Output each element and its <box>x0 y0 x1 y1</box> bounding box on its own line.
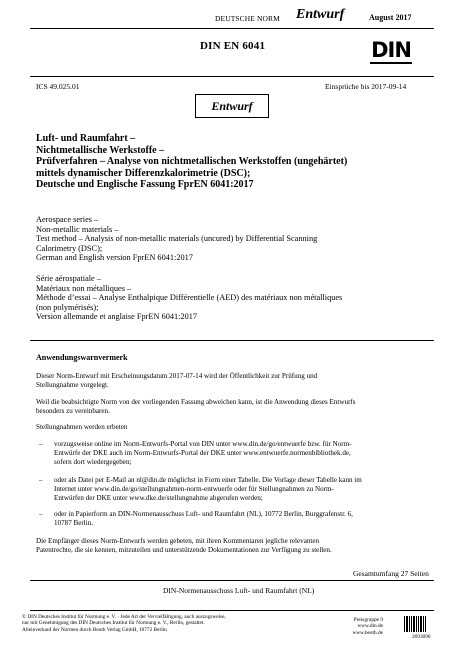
title-de-line: Nichtmetallische Werkstoffe – <box>36 144 165 156</box>
copyright-notice <box>22 614 226 633</box>
norm-label: DEUTSCHE NORM <box>215 14 280 23</box>
title-german <box>36 133 436 191</box>
title-fr-line: Matériaux non métalliques – <box>36 283 132 293</box>
issue-date: August 2017 <box>369 13 412 22</box>
title-de-line: mittels dynamischer Differenzkalorimetrie (DSC); <box>36 167 251 179</box>
order-number: 2693096 <box>412 634 431 640</box>
warning-paragraph-1 <box>36 372 431 390</box>
title-en-line: Aerospace series – <box>36 215 99 224</box>
list-item-line: Internet unter www.din.de/go/stellungnahmen-norm-entwuerfe oder für Stellungnahmen zu Norm- <box>54 485 334 493</box>
dash-marker: – <box>39 510 43 518</box>
number-divider <box>30 76 434 77</box>
title-en-line: Non-metallic materials – <box>36 224 119 234</box>
title-en-line: Calorimetry (DSC); <box>36 243 103 253</box>
title-en-line: Test method – Analysis of non-metallic materials (uncured) by Differential Scanning <box>36 234 318 244</box>
copyright-line: Alleinverkauf der Normen durch Beuth Verlag GmbH, 10772 Berlin <box>22 626 167 633</box>
price-group <box>347 617 383 636</box>
paragraph-line: Weil die beabsichtigte Norm von der vorliegenden Fassung abweichen kann, ist die Anwendung dieses Entwurfs <box>36 398 356 406</box>
din-logo <box>370 36 412 70</box>
status-label: Entwurf <box>296 7 345 22</box>
title-de-line: Deutsche und Englische Fassung FprEN 6041:2017 <box>36 179 254 191</box>
committee-divider <box>30 580 434 581</box>
list-item-line: Entwürfen der DKE unter www.dke.de/stellungnahme abgerufen werden; <box>54 494 263 502</box>
warning-paragraph-4 <box>36 537 431 555</box>
din-logo-text: DIN <box>371 38 411 62</box>
price-line: Preisgruppe 9 <box>353 617 383 623</box>
footer-divider <box>30 610 434 611</box>
list-item-line: Entwürfe der DKE auch im Norm-Entwurfs-Portal der DKE unter www.entwuerfe.normenbibliothek.de, <box>54 449 351 457</box>
committee-name: DIN-Normenausschuss Luft- und Raumfahrt (NL) <box>163 586 315 595</box>
price-line: www.beuth.de <box>352 629 383 636</box>
paragraph-line: Stellungnahmen werden erbeten <box>36 423 128 431</box>
objection-deadline: Einsprüche bis 2017-09-14 <box>325 82 407 91</box>
title-divider <box>30 340 434 341</box>
paragraph-line: Dieser Norm-Entwurf mit Erscheinungsdatum 2017-07-14 wird der Öffentlichkeit zur Prüfung und <box>36 372 318 380</box>
list-item-line: 10787 Berlin. <box>54 519 94 527</box>
header-divider <box>30 28 434 29</box>
standard-number: DIN EN 6041 <box>200 40 266 52</box>
price-line: www.din.de <box>357 623 383 630</box>
warning-paragraph-3 <box>36 423 431 432</box>
list-item-line: vorzugsweise online im Norm-Entwurfs-Portal von DIN unter www.din.de/go/entwuerfe bzw. für Norm- <box>54 440 352 448</box>
total-pages: Gesamtumfang 27 Seiten <box>353 569 429 578</box>
dash-marker: – <box>39 476 43 484</box>
title-fr-line: Version allemande et anglaise FprEN 6041:2017 <box>36 312 198 322</box>
title-fr-line: Méthode d’essai – Analyse Enthalpique Différentielle (AED) des matériaux non métalliques <box>36 293 343 303</box>
paragraph-line: Die Empfänger dieses Norm-Entwurfs werden gebeten, mit ihren Kommentaren jegliche relevanten <box>36 537 320 545</box>
list-item-line: oder in Papierform an DIN-Normenausschuss Luft- und Raumfahrt (NL), 10772 Berlin, Burggrafenstr. 6, <box>54 510 353 518</box>
copyright-line: nur mit Genehmigung des DIN Deutsches Institut für Normung e. V., Berlin, gestattet. <box>22 620 205 627</box>
dash-marker: – <box>39 440 43 448</box>
ics-code: ICS 49.025.01 <box>36 82 80 91</box>
list-item-line: oder als Datei per E-Mail an nl@din.de möglichst in Form einer Tabelle. Die Vorlage dieser Tabelle kann im <box>54 476 362 484</box>
paragraph-line: Stellungnahme vorgelegt. <box>36 381 109 389</box>
paragraph-line: besonders zu vereinbaren. <box>36 407 110 415</box>
title-de-line: Luft- und Raumfahrt – <box>36 133 136 144</box>
title-fr-line: (non polymérisés); <box>36 302 99 312</box>
barcode-icon <box>404 616 434 632</box>
title-english <box>36 215 436 263</box>
copyright-line: © DIN Deutsches Institut für Normung e. V. · Jede Art der Vervielfältigung, auch auszugsweise, <box>22 614 226 620</box>
warning-paragraph-2 <box>36 398 431 416</box>
warning-heading: Anwendungswarnvermerk <box>36 353 128 362</box>
draft-box: Entwurf <box>195 94 269 118</box>
title-en-line: German and English version FprEN 6041:2017 <box>36 253 193 263</box>
din-logo-bar <box>370 62 412 64</box>
paragraph-line: Patentrechte, die sie kennen, mitzuteilen und unterstützende Dokumentationen zur Verfügung zu stellen. <box>36 546 332 554</box>
title-fr-line: Série aérospatiale – <box>36 274 101 283</box>
title-de-line: Prüfverfahren – Analyse von nichtmetallischen Werkstoffen (ungehärtet) <box>36 156 348 168</box>
list-item-line: sofern dort wiedergegeben; <box>54 458 132 466</box>
title-french <box>36 274 436 322</box>
